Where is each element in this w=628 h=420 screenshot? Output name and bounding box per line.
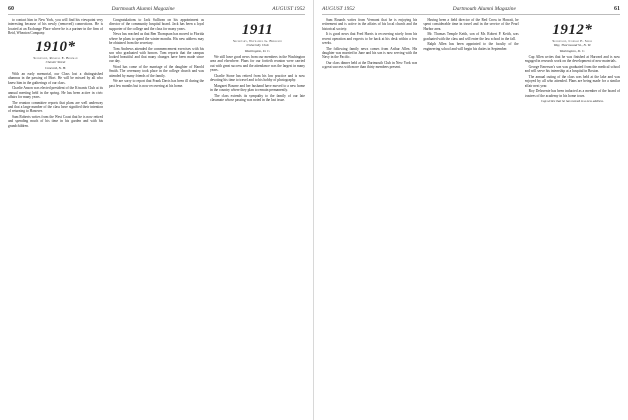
secretary-address-line: Way, Thornwood St., N. W.: [553, 43, 591, 47]
right-page: [314, 0, 628, 420]
secretary-address-line: Concord, N. H.: [44, 66, 67, 71]
class-secretary: Secretary, Conrad E. Snow: [552, 39, 593, 43]
class-heading-1910: [8, 39, 103, 55]
class-secretary: Secretary, Nathaniel G. Burleigh: [232, 39, 283, 43]
secretary-address-line: Chester Street: [45, 60, 66, 65]
secretary-address-line: Washington, D. C.: [559, 49, 586, 53]
left-column-1: [8, 18, 103, 418]
right-column-2: [423, 18, 518, 418]
paragraph: Tom Andrews attended the commencement exercises with his son who graduated with honors. Tom reports that the campus looked beautiful and that many changes have been made since our day.: [109, 46, 204, 64]
paragraph: The class extends its sympathy to the family of our late classmate whose passing was noted in the last issue.: [210, 93, 305, 102]
left-running-title: Dartmouth Alumni Magazine: [111, 6, 175, 12]
paragraph: Congratulations to Jack Sullivan on his appointment as director of the community hospital board. Jack has been a loyal supporter of the college and the class for many years.: [109, 18, 204, 31]
right-running-title: Dartmouth Alumni Magazine: [452, 6, 516, 12]
paragraph: Ralph Allen has been appointed to the faculty of the engineering school and will begin his duties in September.: [423, 42, 519, 51]
left-running-date: AUGUST 1952: [272, 6, 305, 12]
secretary-address-line: Washington, D. C.: [244, 49, 271, 53]
right-column-1: [322, 18, 417, 418]
paragraph: Margaret Bourne and her husband have moved to a new home in the country where they plan to remain permanently.: [210, 83, 305, 92]
class-year: 1912*: [552, 22, 593, 38]
class-year: 1911: [241, 22, 274, 38]
paragraph: Charlie Anson was elected president of the Kiwanis Club at its annual meeting held in the spring. He has been active in civic affairs for many years.: [8, 86, 103, 100]
class-year: 1910*: [35, 39, 76, 56]
right-column-3: [525, 18, 620, 418]
class-heading-1911: [210, 22, 305, 38]
paragraph: Having been a field director of the Red Cross in Hawaii, he spent considerable time in travel and in the service of the Pearl Harbor area.: [423, 18, 519, 31]
paragraph: Cap Allen writes that he was finished at Harvard and is now engaged in research work on the development of new materials.: [524, 55, 620, 64]
right-page-number: 61: [613, 6, 620, 12]
paragraph: George Emerson's son was graduated from the medical school and will serve his internship at a hospital in Boston.: [524, 64, 620, 74]
paragraph: to contact him in New York, you will find his viewpoint very interesting because of his newly (removed) connections. He is located at an Exchange Place where he is a partner in the firm of Reid, Wheaton Company.: [8, 18, 103, 35]
right-columns: [322, 18, 620, 418]
paragraph: Word has come of the marriage of the daughter of Harold Smith. The ceremony took place in the college church and was attended by many friends of the family.: [109, 65, 204, 78]
paragraph: Sam Roberts writes from the West Coast that he is now retired and spending much of his time in his garden and with his grandchildren.: [8, 115, 103, 128]
paragraph: Sam Rounds writes from Vermont that he is enjoying his retirement and is active in the affairs of his local church and the historical society.: [322, 18, 418, 31]
paragraph: The annual outing of the class was held at the lake and was enjoyed by all who attended. Plans are being made for a similar affair next year.: [524, 74, 620, 88]
paragraph: We are sorry to report that Frank Davis has been ill during the past few months but is now recovering at his home.: [109, 79, 204, 88]
paragraph: Charlie Stone has retired from his law practice and is now devoting his time to travel and to his hobby of photography.: [210, 73, 305, 82]
paragraph: The following family news comes from Arthur Allen. His daughter was married in June and his son is now serving with the Navy in the Pacific.: [322, 46, 418, 60]
class-secretary: Secretary, Russell E. Bowman: [33, 56, 78, 61]
paragraph: Mr. Thomas Temple Keith, son of Mr. Robert P. Keith, was graduated with the class and will enter the law school in the fall.: [423, 32, 519, 41]
paragraph: It is good news that Fred Harris is recovering nicely from his recent operation and expects to be back at his desk within a few weeks.: [322, 32, 418, 45]
left-column-3: [210, 18, 305, 418]
paragraph: The reunion committee reports that plans are well underway and that a large number of the class have signified their intention of returning to Hanover.: [8, 100, 103, 114]
left-columns: [8, 18, 305, 418]
secretary-address-line: University Club: [246, 43, 269, 47]
right-running-head: [322, 6, 620, 15]
left-column-2: [109, 18, 204, 418]
right-running-date: AUGUST 1952: [322, 6, 355, 12]
paragraph: We still have good news from our members in the Washington area and elsewhere. Plans for our fortieth reunion were carried out with great success and the attendance was the largest in many years.: [210, 55, 305, 72]
paragraph: News has reached us that Ben Thompson has moved to Florida where he plans to spend the winter months. His new address may be obtained from the secretary.: [109, 32, 204, 45]
paragraph: With an early memorial, our Class lost a distinguished alumnus in the passing of Mort. He will be missed by all who knew him in the gatherings of our class.: [8, 72, 103, 85]
left-running-head: [8, 6, 305, 15]
left-page-number: 60: [8, 6, 14, 12]
paragraph: Our class dinner held at the Dartmouth Club in New York was a great success with more than thirty members present.: [322, 60, 418, 70]
class-heading-1912: [525, 22, 620, 38]
paragraph: Roy Delavenie has been inducted as a member of the board of trustees of the academy in his home town.: [524, 89, 620, 98]
footer-note: Cap writes that he has moved to a new address.: [540, 98, 604, 103]
